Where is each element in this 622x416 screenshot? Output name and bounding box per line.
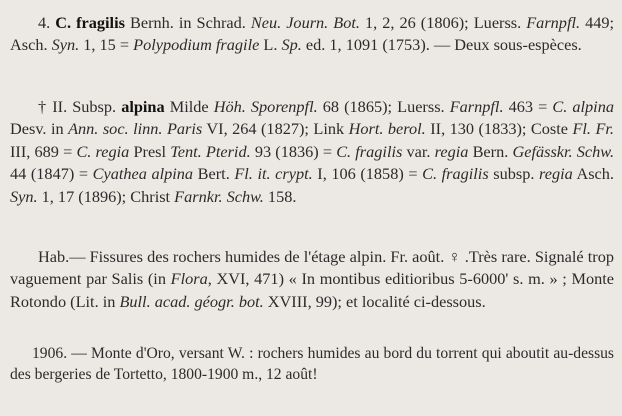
synonym-name: regia: [434, 141, 469, 161]
text-run: 1, 2, 26 (1806); Luerss.: [359, 13, 527, 32]
text-run: Bern.: [468, 141, 513, 161]
synonym-name: C. alpina: [552, 97, 614, 116]
text-run: Desv. in: [10, 119, 69, 139]
text-run: Presl: [129, 141, 171, 161]
italic-reference: Bull. acad. géogr. bot.: [119, 291, 264, 311]
text-run: Bernh. in Schrad.: [124, 13, 251, 32]
subspecies-paragraph: [10, 96, 614, 208]
subspecies-label: † II. Subsp.: [38, 97, 122, 116]
text-run: 158.: [263, 186, 297, 206]
text-run: III, 689 =: [10, 141, 77, 161]
italic-reference: Sp.: [281, 35, 302, 55]
text-run: subsp.: [488, 164, 539, 184]
synonym-name: regia: [539, 164, 573, 184]
text-run: 449; Asch.: [10, 13, 615, 55]
italic-reference: Flora: [170, 269, 208, 289]
italic-reference: Fl. Fr.: [572, 119, 615, 139]
locality-paragraph: [10, 344, 614, 386]
text-run: Bert.: [193, 164, 235, 184]
text-run: , XVI, 471) « In montibus editioribus 5-6000' s. m. » ; Monte Rotondo (Lit. in: [10, 269, 614, 311]
habitat-text: [10, 246, 614, 313]
italic-reference: Gefässkr. Schw.: [512, 141, 615, 161]
text-run: VI, 264 (1827); Link: [202, 119, 349, 139]
text-run: 1, 15 =: [79, 35, 134, 55]
species-citation: [10, 12, 614, 57]
italic-reference: Ann. soc. linn. Paris: [68, 119, 203, 139]
species-number: 4.: [38, 13, 56, 32]
species-entry-paragraph: [10, 12, 614, 57]
text-run: 44 (1847) =: [10, 164, 93, 184]
text-run: Milde: [164, 97, 214, 116]
text-run: 93 (1836) =: [250, 141, 337, 161]
italic-reference: Farnkr. Schw.: [174, 186, 264, 206]
italic-reference: Syn.: [51, 35, 80, 55]
italic-reference: Hort. berol.: [348, 119, 426, 139]
text-run: 1, 17 (1896); Christ: [37, 186, 175, 206]
text-run: ed. 1, 1091 (1753). — Deux sous-espèces.: [301, 35, 582, 55]
text-run: var.: [402, 141, 435, 161]
italic-reference: Fl. it. crypt.: [234, 164, 313, 184]
text-run: I, 106 (1858) =: [312, 164, 423, 184]
text-run: Asch.: [572, 164, 614, 184]
subspecies-citation: [10, 96, 614, 208]
italic-reference: Tent. Pterid.: [170, 141, 251, 161]
text-run: XVIII, 99); et localité ci-dessous.: [263, 291, 486, 311]
text-run: 463 =: [503, 97, 553, 116]
synonym-name: C. fragilis: [336, 141, 403, 161]
habitat-paragraph: [10, 246, 614, 313]
synonym-name: C. regia: [76, 141, 130, 161]
italic-reference: Syn.: [10, 186, 38, 206]
italic-reference: Neu. Journ. Bot.: [250, 13, 360, 32]
text-run: Hab.— Fissures des rochers humides de l'étage alpin. Fr. août. ♀ .Très rare. Signalé trop vaguement par Salis (in: [10, 247, 614, 289]
text-run: L.: [259, 35, 282, 55]
synonym-name: Polypodium fragile: [133, 35, 260, 55]
italic-reference: Farnpfl.: [526, 13, 581, 32]
italic-reference: Farnpfl.: [449, 97, 504, 116]
italic-reference: Höh. Sporenpfl.: [213, 97, 318, 116]
subspecies-name: alpina: [121, 97, 165, 116]
text-run: II, 130 (1833); Coste: [425, 119, 573, 139]
species-name: C. fragilis: [55, 13, 125, 32]
synonym-name: C. fragilis: [422, 164, 489, 184]
locality-text: 1906. — Monte d'Oro, versant W. : rochers humides au bord du torrent qui aboutit au-dessus des bergeries de Tortetto, 1800-1900 m., 12 août!: [10, 345, 614, 383]
text-run: 68 (1865); Luerss.: [317, 97, 450, 116]
synonym-name: Cyathea alpina: [92, 164, 194, 184]
